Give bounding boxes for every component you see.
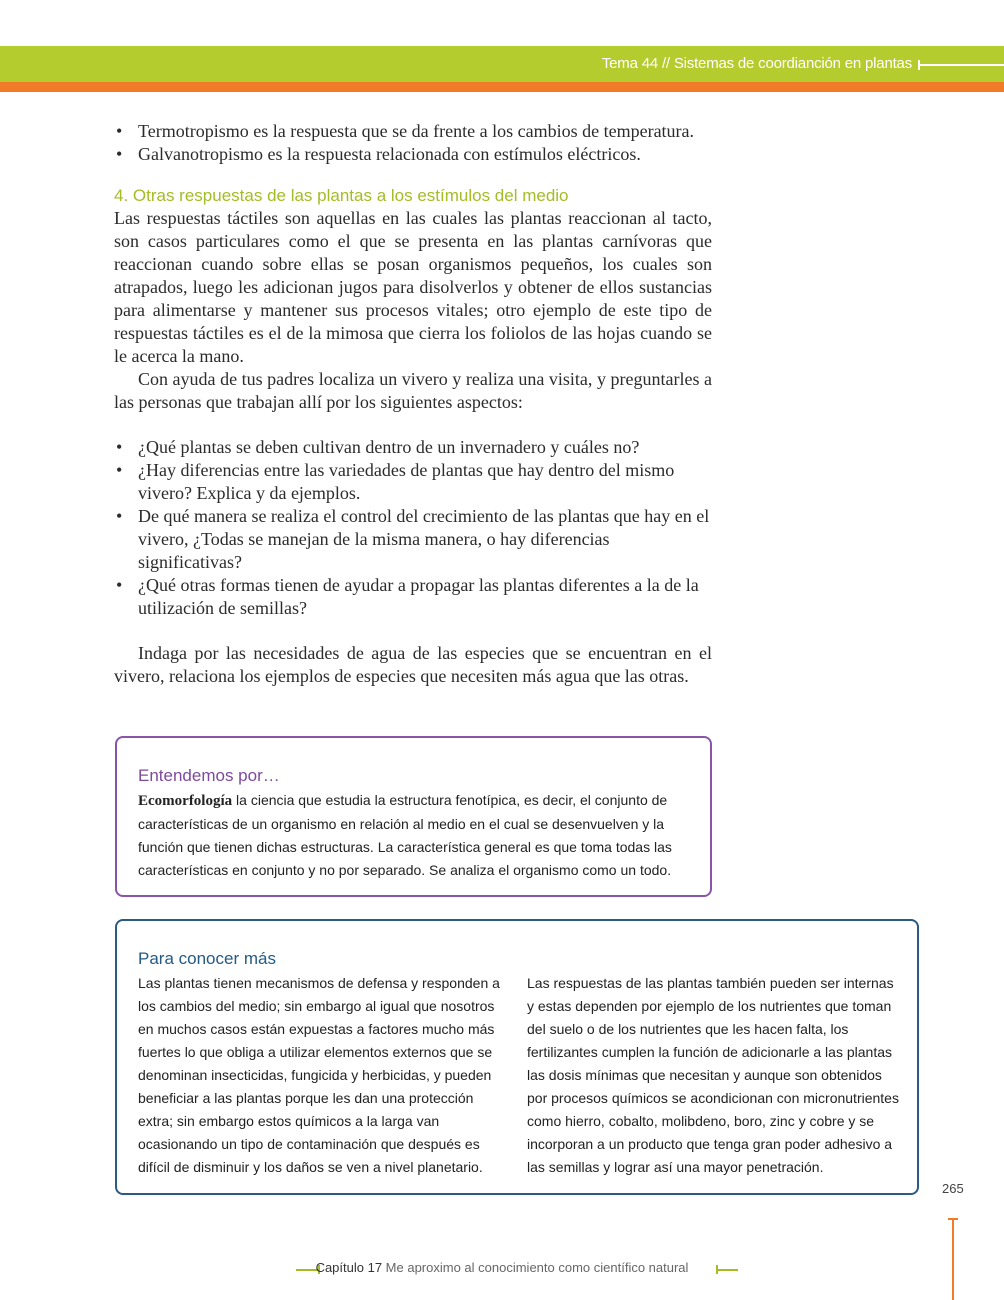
conocer-mas-column-2: Las respuestas de las plantas también pueden ser internas y estas dependen por ejemplo de los nutrientes que toman del suelo o de los nutrientes que les hacen falta, los fertilizantes cumplen la función de adicionarle a las plantas las dosis mínimas que necesitan y aunque son obtenidos por procesos químicos se acondicionan con micronutrientes como hierro, cobalto, molibdeno, boro, zinc y cobre y se incorporan a un producto que tenga gran poder adhesivo a las semillas y lograr así una mayor penetración.: [527, 975, 899, 1175]
questions-list: [114, 436, 712, 620]
footer: [0, 1260, 1004, 1275]
definition-text: la ciencia que estudia la estructura fenotípica, es decir, el conjunto de características de un organismo en relación al medio en el cual se desenvuelven y la función que tienen dichas estructuras. La característica general es que toma todas las características en conjunto y no por separado. Se analiza el organismo como un todo.: [138, 792, 672, 878]
paragraph: Con ayuda de tus padres localiza un vivero y realiza una visita, y preguntarles a las personas que trabajan allí por los siguientes aspectos:: [114, 369, 712, 412]
paragraph: Indaga por las necesidades de agua de las especies que se encuentran en el vivero, relaciona los ejemplos de especies que necesiten más agua que las otras.: [114, 643, 712, 686]
conocer-mas-box: [115, 919, 919, 1195]
list-item: • ¿Hay diferencias entre las variedades de plantas que hay dentro del mismo vivero? Explica y da ejemplos.: [114, 459, 712, 505]
entendemos-title: Entendemos por…: [138, 766, 280, 785]
page-number: 265: [942, 1181, 964, 1196]
list-item: • ¿Qué plantas se deben cultivan dentro de un invernadero y cuáles no?: [114, 436, 712, 459]
definition-term: Ecomorfología: [138, 793, 233, 809]
entendemos-definition: [138, 789, 698, 882]
intro-bullet-list: [114, 120, 712, 166]
conocer-mas-title: Para conocer más: [138, 949, 276, 968]
list-item: • De qué manera se realiza el control del crecimiento de las plantas que hay en el vivero, ¿Todas se manejan de la misma manera, o hay diferencias significativas?: [114, 505, 712, 574]
header-rule-tick: [918, 60, 920, 70]
footer-rule-right: [716, 1269, 738, 1271]
list-item: • Galvanotropismo es la respuesta relacionada con estímulos eléctricos.: [114, 143, 712, 166]
list-item: • ¿Qué otras formas tienen de ayudar a propagar las plantas diferentes a la de la utilización de semillas?: [114, 574, 712, 620]
paragraph: Las respuestas táctiles son aquellas en las cuales las plantas reaccionan al tacto, son casos particulares como el que se presenta en las plantas carnívoras que reaccionan cuando sobre ellas se posan organismos pequeños, los cuales son atrapados, luego les adicionan jugos para disolverlos y obtener de ellos sustancias para alimentarse y mantener sus procesos vitales; otro ejemplo de este tipo de respuestas táctiles es el de la mimosa que cierra los foliolos de las hojas cuando se le acerca la mano.: [114, 208, 712, 366]
entendemos-box: [115, 736, 712, 897]
section-heading: 4. Otras respuestas de las plantas a los estímulos del medio: [114, 186, 569, 205]
footer-chapter-label: Capítulo 17: [315, 1260, 383, 1275]
header-rule: [918, 64, 1004, 66]
main-content: [114, 120, 712, 688]
list-item: • Termotropismo es la respuesta que se da frente a los cambios de temperatura.: [114, 120, 712, 143]
footer-chapter-title: Me aproximo al conocimiento como científico natural: [382, 1260, 689, 1275]
conocer-mas-column-1: Las plantas tienen mecanismos de defensa y responden a los cambios del medio; sin embargo al igual que nosotros en muchos casos están expuestas a factores mucho más fuertes lo que obliga a utilizar elementos externos que se denominan insecticidas, fungicida y herbicidas, y pueden beneficiar a las plantas porque les dan una protección extra; sin embargo estos químicos a la larga van ocasionando un tipo de contaminación que después es difícil de disminuir y los daños se ven a nivel planetario.: [138, 975, 500, 1175]
header-title: Tema 44 // Sistemas de coordianción en plantas: [601, 55, 912, 72]
header-stripe: [0, 82, 1004, 92]
